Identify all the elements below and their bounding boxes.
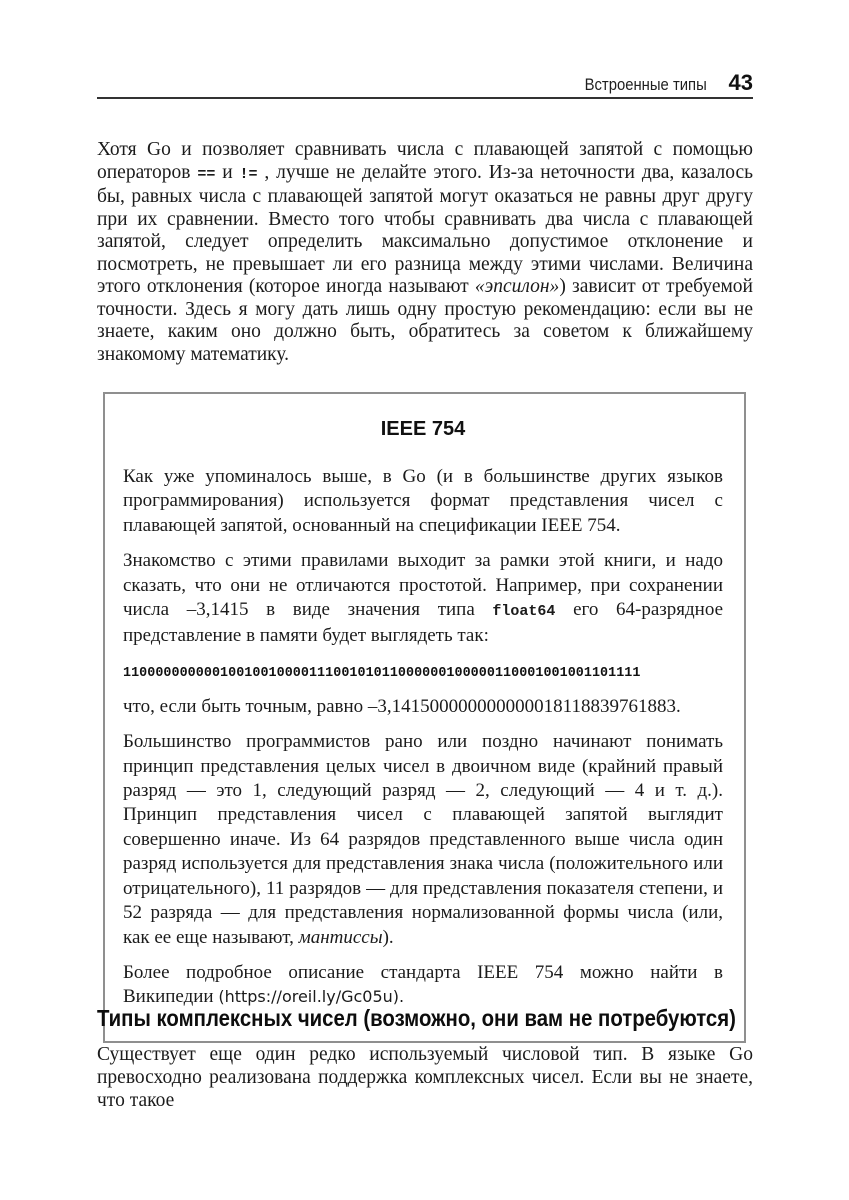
box-text: ).	[382, 926, 394, 948]
header-rule	[97, 97, 753, 99]
float64-inline-code: float64	[492, 603, 556, 621]
wikipedia-shortlink-url: (https://oreil.ly/Gc05u).	[218, 987, 405, 1007]
box-text: его 64-разрядное представление в памяти будет выглядеть так:	[123, 599, 723, 647]
page-number: 43	[728, 70, 753, 95]
equals-operator-code: ==	[197, 165, 216, 183]
ieee-754-sidebar-box	[103, 392, 746, 1043]
not-equals-operator-code: !=	[239, 165, 258, 183]
intro-text: Хотя Go и позволяет сравнивать числа с плавающей запятой с помощью операторов	[97, 139, 753, 183]
box-paragraph-2	[123, 549, 723, 649]
binary-representation-code: 1100000000001001001000011100101011000000100000110001001001101111	[123, 665, 641, 681]
intro-text: ) зависит от требуемой точности. Здесь я могу дать лишь одну простую рекомендацию: если вы не знаете, каким оно должно быть, обратитесь за советом к ближайшему знакомому математику.	[97, 276, 753, 365]
box-text: Большинство программистов рано или поздно начинают понимать принцип представления целых чисел в двоичном виде (крайний правый разряд — это 1, следующий разряд — 2, следующий — 4 и т. д.). Принцип представления чисел с плавающей запятой выглядит совершенно иначе. Из 64 разрядов представленного выше числа один разряд используется для представления знака числа (положительного или отрицательного), 11 разрядов — для представления показателя степени, и 52 разряда — для представления нормализованной формы числа (или, как ее еще называют,	[123, 731, 723, 948]
running-title: Встроенные типы	[584, 76, 707, 94]
box-text: Более подробное описание стандарта IEEE 754 можно найти в Википедии	[123, 961, 723, 1008]
mantissa-term: мантиссы	[298, 926, 383, 948]
running-head	[97, 70, 753, 96]
box-paragraph-4	[123, 730, 723, 950]
epsilon-term: «эпсилон»	[474, 276, 560, 297]
box-paragraph-1: Как уже упоминалось выше, в Go (и в большинстве других языков программирования) используется формат представления чисел с плавающей запятой, основанный на спецификации IEEE 754.	[123, 466, 723, 536]
box-paragraph-3: что, если быть точным, равно –3,141500000000000018118839761883.	[123, 695, 681, 717]
intro-text: и	[215, 161, 240, 183]
box-paragraph-5	[123, 961, 723, 1010]
closing-paragraph: Существует еще один редко используемый числовой тип. В языке Go превосходно реализована поддержка комплексных чисел. Если вы не знаете, что такое	[97, 1044, 753, 1111]
intro-paragraph	[97, 139, 753, 366]
complex-types-section-heading: Типы комплексных чисел (возможно, они вам не потребуются)	[97, 1005, 736, 1031]
box-title: IEEE 754	[380, 418, 466, 440]
intro-text: , лучше не делайте этого. Из-за неточности два, казалось бы, равных числа с плавающей запятой могут оказаться не равны друг другу при их сравнении. Вместо того чтобы сравнивать два числа с плавающей запятой, следует определить максимально допустимое отклонение и посмотреть, не превышает ли его разница между этими числами. Величина этого отклонения (которое иногда называют	[97, 161, 754, 297]
box-text: Знакомство с этими правилами выходит за рамки этой книги, и надо сказать, что они не отличаются простотой. Например, при сохранении числа –3,1415 в виде значения типа	[123, 550, 723, 621]
